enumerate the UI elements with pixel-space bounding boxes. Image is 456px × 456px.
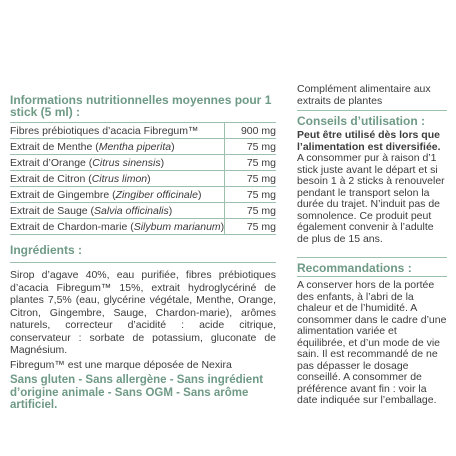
nutrition-row — [10, 203, 276, 219]
ingredients-text: Sirop d’agave 40%, eau purifiée, fibres prébiotiques d’acacia Fibregum™ 15%, extrait hydroglycériné de plantes 7,5% (eau, glycérine végétale, Menthe, Orange, Citron, Gingembre, Sauge, Chardon-marie), arômes naturels, correcteur d’acidité : acide citrique, conservateur : sorbate de potassium, gluconate de Magnésium. — [10, 269, 276, 356]
nutrition-label: Extrait de Chardon-marie (Silybum marianum) — [10, 220, 225, 233]
ingredients-title: Ingrédients : — [10, 243, 83, 257]
right-column — [297, 83, 447, 407]
recommandations-text: A conserver hors de la portée des enfants, à l’abri de la chaleur et de l’humidité. A consommer dans le cadre d’une alimentation variée et équilibrée, et d’un mode de vie sain. Il est recommandé de ne pas dépasser le dosage conseillé. A consommer de préférence avant fin : voir la date indiquée sur l’emballage. — [297, 279, 447, 406]
nutrition-value: 75 mg — [225, 203, 276, 219]
nutrition-table — [10, 122, 276, 235]
conseils-title: Conseils d’utilisation : — [297, 110, 447, 127]
conseils-text: A consommer pur à raison d’1 stick juste avant le départ et si besoin 1 à 2 sticks à renouveler pendant le transport selon la durée du trajet. N’induit pas de somnolence. Ce produit peut également convenir à l’adulte de plus de 15 ans. — [297, 152, 445, 245]
nutrition-row — [10, 187, 276, 203]
nutrition-row — [10, 171, 276, 187]
nutrition-value: 900 mg — [225, 123, 276, 139]
recommandations-divider — [297, 276, 447, 277]
fibregum-note: Fibregum™ est une marque déposée de Nexira — [10, 358, 232, 371]
nutrition-row — [10, 139, 276, 155]
nutrition-row — [10, 155, 276, 171]
nutrition-label: Extrait d’Orange (Citrus sinensis) — [10, 155, 225, 171]
nutrition-value: 75 mg — [225, 219, 276, 235]
nutrition-label: Extrait de Sauge (Salvia officinalis) — [10, 203, 225, 219]
nutrition-title: Informations nutritionnelles moyennes pour 1 stick (5 ml) : — [10, 93, 272, 119]
complement-label: Complément alimentaire aux extraits de plantes — [297, 83, 431, 107]
nutrition-label: Extrait de Citron (Citrus limon) — [10, 171, 225, 187]
nutrition-label: Fibres prébiotiques d’acacia Fibregum™ — [10, 123, 225, 139]
nutrition-row — [10, 123, 276, 139]
nutrition-label: Extrait de Menthe (Mentha piperita) — [10, 139, 225, 155]
recommandations-title: Recommandations : — [297, 257, 447, 274]
ingredients-divider — [10, 262, 276, 263]
nutrition-value: 75 mg — [225, 139, 276, 155]
product-claims: Sans gluten - Sans allergène - Sans ingrédient d’origine animale - Sans OGM - Sans arôme artificiel. — [10, 374, 264, 411]
nutrition-row — [10, 219, 276, 235]
nutrition-value: 75 mg — [225, 155, 276, 171]
nutrition-label: Extrait de Gingembre (Zingiber officinale) — [10, 187, 225, 203]
nutrition-value: 75 mg — [225, 187, 276, 203]
left-column — [10, 94, 276, 412]
nutrition-value: 75 mg — [225, 171, 276, 187]
conseils-bold: Peut être utilisé dès lors que l’alimentation est diversifiée. — [297, 129, 441, 153]
